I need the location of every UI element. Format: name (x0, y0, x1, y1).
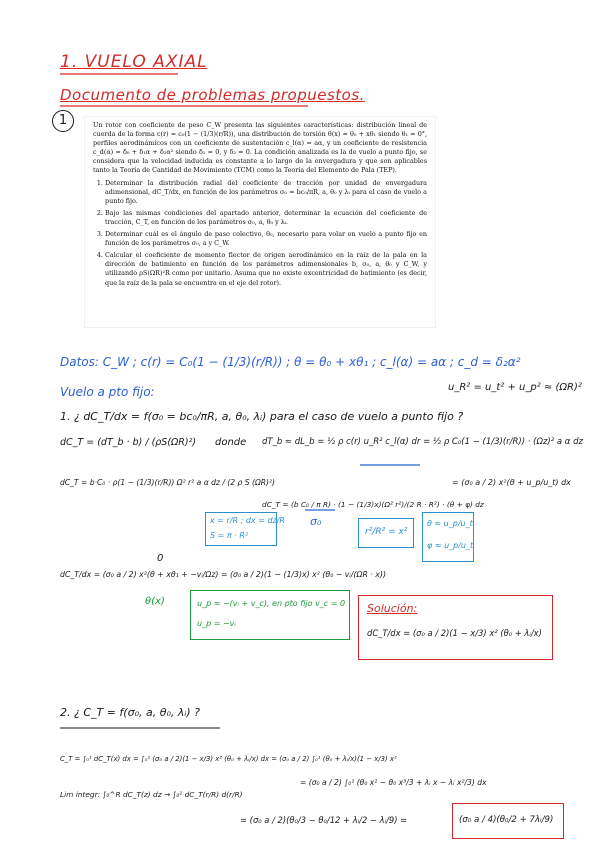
eq2-mid: dC_T = (b C₀ / π R) · (1 − (1/3)x)(Ω² r²)/(2 R · R²) · (θ + φ) dz (262, 500, 484, 509)
theta-x-label: θ(x) (145, 596, 165, 607)
problem-item-3: 3. Determinar cuál es el ángulo de paso colectivo, θ₀, necesario para volar en vuelo a punto fijo en función de los parámetros σ₀, a y C_W. (105, 230, 427, 248)
page-subtitle: Documento de problemas propuestos. (60, 86, 365, 104)
ct-result: (σ₀ a / 4)(θ₀/2 + 7λᵢ/9) (459, 815, 554, 825)
vuelo-label: Vuelo a pto fijo: (60, 385, 155, 399)
eq2-right: = (σ₀ a / 2) x²(θ + u_p/u_t) dx (452, 478, 571, 487)
ct-equation: C_T = ∫₀¹ dC_T(x) dx = ∫₀¹ (σ₀ a / 2)(1 − x/3) x² (θ₀ + λᵢ/x) dx = (σ₀ a / 2) ∫₀¹ (θ₀ + λᵢ/x)(1 − x/3) x² (60, 755, 397, 763)
question-1: 1. ¿ dC_T/dx = f(σ₀ = bc₀/πR, a, θ₀, λᵢ) para el caso de vuelo a punto fijo ? (60, 410, 464, 423)
green-note-1: u_p ≈ −(vᵢ + v_c), en pto fijo v_c = 0 (197, 599, 346, 608)
solution-label: Solución: (367, 602, 418, 615)
sigma-label: σ₀ (310, 515, 322, 528)
eq1-donde: donde (215, 437, 247, 448)
eq3: dC_T/dx = (σ₀ a / 2) x²(θ + xθ₁ + −vᵢ/Ωz) = (σ₀ a / 2)(1 − (1/3)x) x² (θ₀ − vᵢ/(ΩR · x)) (60, 570, 386, 579)
velocity-note: u_R² = u_t² + u_p² ≈ (ΩR)² (448, 382, 582, 393)
ct-step3: = (σ₀ a / 2)(θ₀/3 − θ₀/12 + λᵢ/2 − λᵢ/9) = (240, 815, 408, 825)
solution-equation: dC_T/dx = (σ₀ a / 2)(1 − x/3) x² (θ₀ + λᵢ/x) (367, 628, 542, 638)
zero-mark: 0 (157, 553, 164, 564)
problem-number: 1 (52, 110, 74, 132)
eq1-left: dC_T = (dT_b · b) / (ρS(ΩR)²) (60, 437, 197, 448)
problem-item-4: 4. Calcular el coeficiente de momento flector de origen aerodinámico en la raíz de la pala en la dirección de batimiento en función de los parámetros adimensionales b, σ₀, a, θ₀ y C_W, y utilizando ρS(ΩR)²R como por unitario. Asuma que no existe excentricidad de batimiento (es decir, que la raíz de la pala se encuentra en el eje del rotor). (105, 251, 427, 287)
green-note-2: u_p = −vᵢ (197, 619, 236, 628)
ct-step2: = (σ₀ a / 2) ∫₀¹ (θ₀ x² − θ₀ x³/3 + λᵢ x − λᵢ x²/3) dx (300, 778, 487, 787)
sub-phi: φ ≈ u_p/u_t (427, 541, 474, 550)
lim-integr: Lim integr: ∫₀^R dC_T(z) dz → ∫₀¹ dC_T(r/R) d(r/R) (60, 790, 243, 799)
question-2: 2. ¿ C_T = f(σ₀, a, θ₀, λᵢ) ? (60, 706, 200, 719)
sub-theta: θ ≈ u_p/u_t (427, 519, 473, 528)
sub-r: r²/R² = x² (365, 527, 408, 537)
problem-intro: Un rotor con coeficiente de peso C_W presenta las siguientes características: distribución lineal de cuerda de la forma c(r) = c₀(1 − (1/3)(r/R)), una distribución de torsión θ(x) = θ₀ + xθ₁ siendo θ₁ = 0°, perfiles aerodinámicos con un coeficiente de sustentación c_l(α) = aα, y un coeficiente de resistencia c_d(α) = δ₀ + δ₁α + δ₂α² siendo δ₁ = 0, y δ₂ = 0. La condición analizada es la de vuelo a punto fijo, se considera que la velocidad inducida es constante a lo largo de la envergadura y que son aplicables tanto la Teoría de Cantidad de Movimiento (TCM) como la Teoría del Elemento de Pala (TEP). (93, 121, 427, 175)
page-title: 1. VUELO AXIAL (60, 52, 208, 72)
sub-s: S = π · R² (210, 531, 249, 540)
eq1-right: dT_b ≈ dL_b = ½ ρ c(r) u_R² c_l(α) dr = ½ ρ C₀(1 − (1/3)(r/R)) · (Ωz)² a α dz (262, 437, 583, 447)
eq2-left: dC_T = b·C₀ · ρ(1 − (1/3)(r/R)) Ω² r² a α dz / (2 ρ S (ΩR)²) (60, 478, 275, 487)
sub-x: x = r/R ; dx = dz/R (210, 516, 285, 525)
datos-line: Datos: C_W ; c(r) = C₀(1 − (1/3)(r/R)) ; θ = θ₀ + xθ₁ ; c_l(α) = aα ; c_d = δ₂α² (60, 355, 521, 369)
problem-item-2: 2. Bajo las mismas condiciones del apartado anterior, determinar la ecuación del coeficiente de tracción, C_T, en función de los parámetros σ₀, a, θ₀ y λᵢ. (105, 209, 427, 227)
problem-item-1: 1. Determinar la distribución radial del coeficiente de tracción por unidad de envergadura adimensional, dC_T/dx, en función de los parámetros σ₀ = bc₀/πR, a, θ₀ y λᵢ para el caso de vuelo a punto fijo. (105, 179, 427, 206)
